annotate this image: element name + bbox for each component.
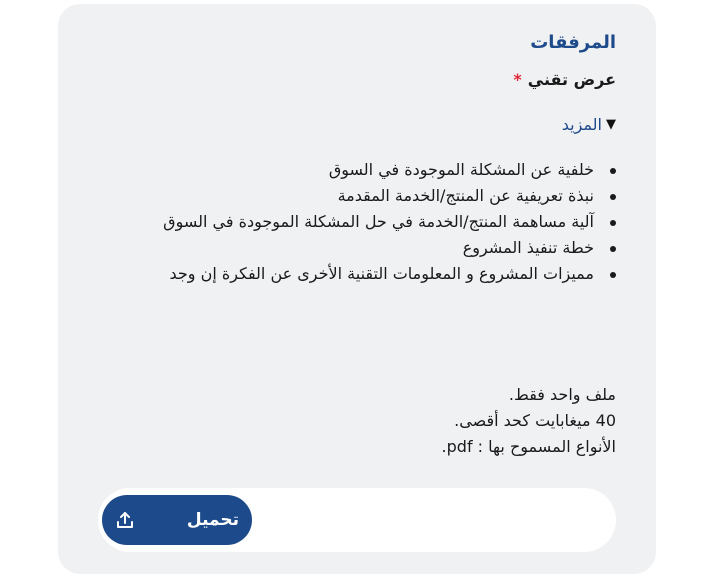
attachments-card [58, 4, 656, 574]
list-item: آلية مساهمة المنتج/الخدمة في حل المشكلة الموجودة في السوق [114, 209, 594, 235]
list-item: نبذة تعريفية عن المنتج/الخدمة المقدمة [114, 183, 594, 209]
rule-allowed-types: الأنواع المسموح بها : pdf. [441, 437, 616, 456]
upload-dropzone[interactable] [98, 488, 616, 552]
list-item: مميزات المشروع و المعلومات التقنية الأخرى عن الفكرة إن وجد [114, 261, 594, 287]
upload-button[interactable] [102, 495, 252, 545]
rule-max-size: 40 ميغابايت كحد أقصى. [454, 411, 616, 430]
field-label-technical-offer [513, 70, 616, 89]
list-item: خطة تنفيذ المشروع [114, 235, 594, 261]
rule-file-count: ملف واحد فقط. [508, 385, 616, 404]
field-label-text: عرض تقني [527, 70, 616, 89]
caret-down-icon: ▼ [606, 117, 616, 132]
required-mark: * [513, 70, 522, 89]
upload-icon [115, 510, 135, 530]
more-label: المزيد [561, 115, 602, 134]
upload-button-label: تحميل [186, 510, 240, 530]
upload-rules [442, 382, 616, 460]
requirements-list [114, 157, 616, 287]
list-item: خلفية عن المشكلة الموجودة في السوق [114, 157, 594, 183]
section-title: المرفقات [530, 32, 616, 53]
more-toggle[interactable] [562, 115, 616, 134]
